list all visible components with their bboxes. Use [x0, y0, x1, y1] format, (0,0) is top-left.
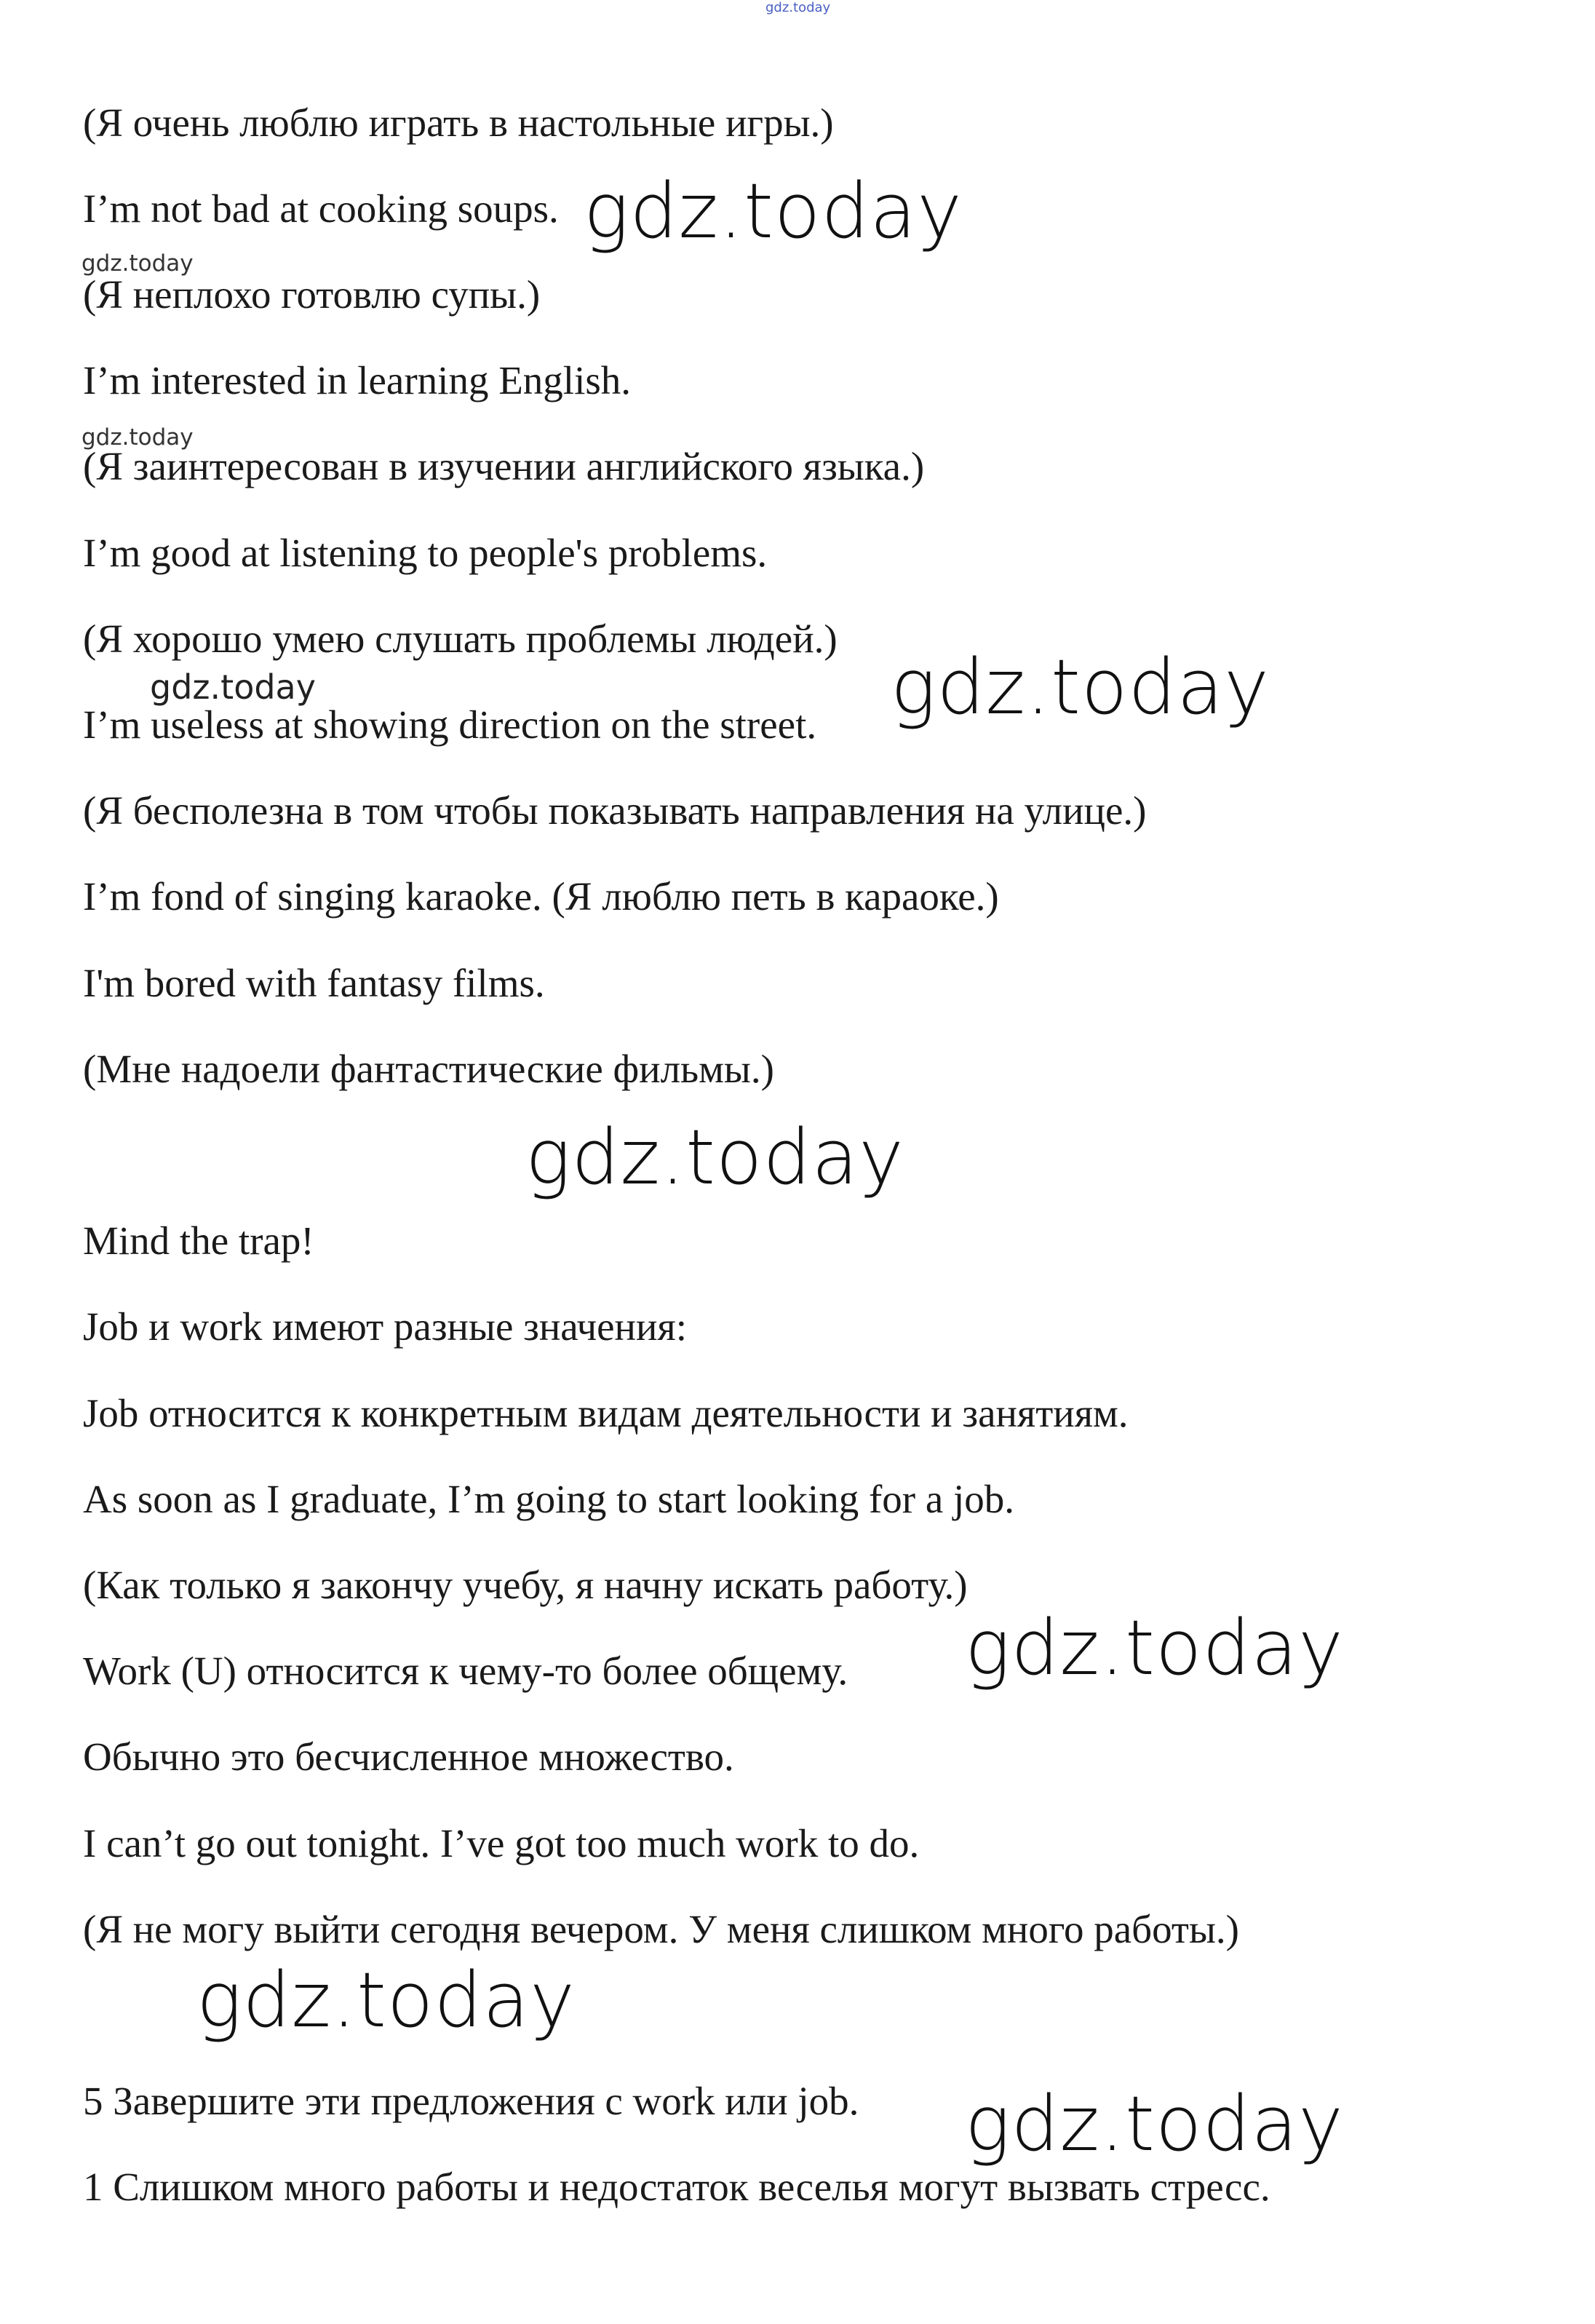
- text-line-23: 1 Слишком много работы и недостаток веселья могут вызвать стресс.: [83, 2165, 1270, 2209]
- watermark-small-2: gdz.today: [81, 424, 194, 451]
- text-line-2: I’m not bad at cooking soups.: [83, 186, 559, 231]
- text-line-5: (Я заинтересован в изучении английского языка.): [83, 444, 925, 488]
- text-line-4: I’m interested in learning English.: [83, 358, 632, 402]
- text-line-12: (Мне надоели фантастические фильмы.): [83, 1047, 774, 1091]
- text-line-1: (Я очень люблю играть в настольные игры.): [83, 100, 834, 145]
- text-line-22: 5 Завершите эти предложения с work или job.: [83, 2079, 859, 2123]
- text-line-3: (Я неплохо готовлю супы.): [83, 272, 541, 317]
- text-line-7: (Я хорошо умею слушать проблемы людей.): [83, 616, 838, 661]
- text-line-18: Work (U) относится к чему-то более общему.: [83, 1649, 848, 1693]
- text-line-11: I'm bored with fantasy films.: [83, 961, 545, 1005]
- text-line-8: I’m useless at showing direction on the street.: [83, 702, 817, 747]
- text-line-14: Job и work имеют разные значения:: [83, 1304, 687, 1349]
- text-line-9: (Я бесполезна в том чтобы показывать направления на улице.): [83, 788, 1147, 833]
- text-line-20: I can’t go out tonight. I’ve got too much work to do.: [83, 1821, 920, 1865]
- watermark-small-1: gdz.today: [81, 250, 194, 277]
- text-line-17: (Как только я закончу учебу, я начну искать работу.): [83, 1563, 968, 1607]
- watermark-large-6: gdz.today: [965, 2079, 1344, 2168]
- watermark-large-4: gdz.today: [965, 1603, 1344, 1692]
- watermark-top: gdz.today: [765, 0, 831, 15]
- text-line-10: I’m fond of singing karaoke. (Я люблю петь в караоке.): [83, 874, 999, 919]
- text-line-21: (Я не могу выйти сегодня вечером. У меня слишком много работы.): [83, 1907, 1239, 1951]
- watermark-large-2: gdz.today: [891, 643, 1270, 731]
- watermark-mid-1: gdz.today: [150, 667, 316, 707]
- text-line-19: Обычно это бесчисленное множество.: [83, 1734, 734, 1779]
- text-line-6: I’m good at listening to people's problems.: [83, 531, 768, 575]
- text-line-15: Job относится к конкретным видам деятельности и занятиям.: [83, 1391, 1129, 1435]
- watermark-large-3: gdz.today: [525, 1113, 904, 1202]
- watermark-large-5: gdz.today: [196, 1956, 576, 2045]
- watermark-large-1: gdz.today: [584, 167, 963, 255]
- text-line-16: As soon as I graduate, I’m going to start looking for a job.: [83, 1477, 1015, 1521]
- text-line-13: Mind the trap!: [83, 1218, 314, 1263]
